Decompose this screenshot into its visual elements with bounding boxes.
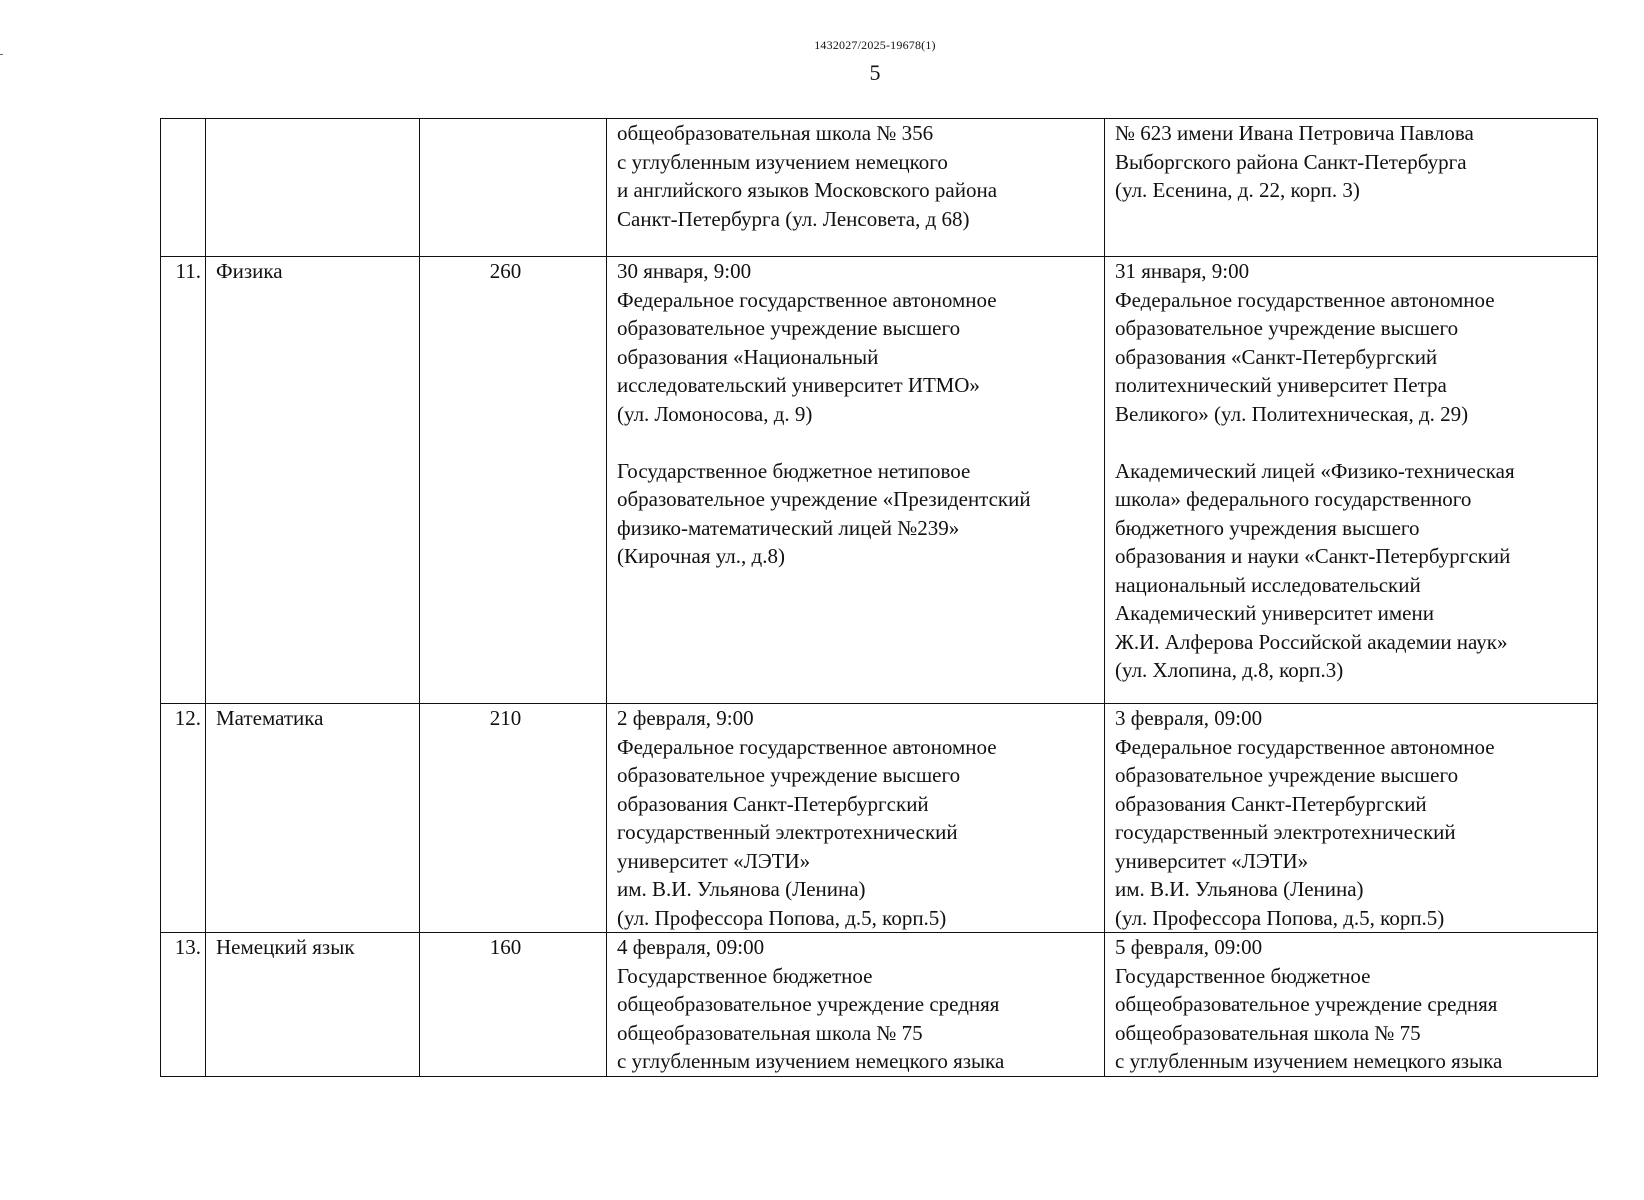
- venue-line: бюджетного учреждения высшего: [1115, 515, 1420, 540]
- participants-cell: 260: [420, 257, 607, 704]
- round-date: 5 февраля, 09:00: [1115, 935, 1263, 959]
- venue-line: исследовательский университет ИТМО»: [617, 373, 980, 397]
- round-date: 3 февраля, 09:00: [1115, 706, 1263, 730]
- venue-line: Государственное бюджетное нетиповое: [617, 458, 971, 483]
- venue-line: физико-математический лицей №239»: [617, 515, 960, 540]
- row-number-cell: 11.: [161, 257, 206, 704]
- venue-line: образования и науки «Санкт-Петербургский: [1115, 544, 1511, 568]
- round2-venue-cell: [1105, 257, 1598, 704]
- venue-line: образования Санкт-Петербургский: [617, 791, 929, 816]
- round-date: 30 января, 9:00: [617, 259, 752, 283]
- table-row-german: [161, 933, 1598, 1077]
- venue-line: им. В.И. Ульянова (Ленина): [1115, 877, 1364, 901]
- round2-venue-cell: [1105, 933, 1598, 1077]
- venue-line: (ул. Хлопина, д.8, корп.3): [1115, 658, 1344, 682]
- venue-line: Федеральное государственное автономное: [1115, 734, 1495, 759]
- venue-line: Великого» (ул. Политехническая, д. 29): [1115, 401, 1469, 426]
- subject-cell: Математика: [206, 704, 420, 933]
- venue-line: политехнический университет Петра: [1115, 373, 1447, 397]
- venue-line: с углубленным изучением немецкого языка: [1115, 1049, 1503, 1073]
- table-row-continuation: [161, 119, 1598, 257]
- venue-line: Санкт-Петербурга (ул. Ленсовета, д 68): [617, 206, 970, 231]
- venue-line: Федеральное государственное автономное: [1115, 287, 1495, 312]
- participants-cell: 210: [420, 704, 607, 933]
- document-registration-number: 1432027/2025-19678(1): [814, 38, 936, 52]
- venue-line: Государственное бюджетное: [1115, 963, 1371, 988]
- subject-cell: Немецкий язык: [206, 933, 420, 1077]
- round1-venue-cell: [607, 933, 1105, 1077]
- participants-cell: [420, 119, 607, 257]
- venue-line: образования «Санкт-Петербургский: [1115, 344, 1438, 369]
- venue-line: университет «ЛЭТИ»: [1115, 848, 1309, 873]
- venue-line: (ул. Ломоносова, д. 9): [617, 401, 813, 426]
- venue-line: (ул. Профессора Попова, д.5, корп.5): [617, 905, 947, 930]
- venue-line: общеобразовательная школа № 356: [617, 121, 934, 145]
- venue-line: образовательное учреждение высшего: [1115, 763, 1459, 787]
- table-row-physics: [161, 257, 1598, 704]
- row-number-cell: 13.: [161, 933, 206, 1077]
- venue-line: Выборгского района Санкт-Петербурга: [1115, 149, 1467, 174]
- venue-line: (Кирочная ул., д.8): [617, 544, 785, 568]
- round-date: 31 января, 9:00: [1115, 259, 1250, 283]
- venue-line: Академический лицей «Физико-техническая: [1115, 458, 1515, 483]
- venue-line: и английского языков Московского района: [617, 178, 998, 202]
- venue-line: национальный исследовательский: [1115, 572, 1421, 597]
- venue-line: образования Санкт-Петербургский: [1115, 791, 1427, 816]
- venue-line: образовательное учреждение высшего: [617, 763, 961, 787]
- subject-cell: [206, 119, 420, 257]
- paragraph-gap: [617, 428, 1094, 457]
- row-number-cell: 12.: [161, 704, 206, 933]
- scan-mark: [0, 54, 3, 55]
- venue-line: университет «ЛЭТИ»: [617, 848, 811, 873]
- round-date: 2 февраля, 9:00: [617, 706, 754, 730]
- round-date: 4 февраля, 09:00: [617, 935, 765, 959]
- subject-cell: Физика: [206, 257, 420, 704]
- participants-cell: 160: [420, 933, 607, 1077]
- venue-line: образовательное учреждение высшего: [617, 316, 961, 340]
- round1-venue-cell: [607, 704, 1105, 933]
- round1-venue-cell: [607, 119, 1105, 257]
- round1-venue-cell: [607, 257, 1105, 704]
- venue-line: им. В.И. Ульянова (Ленина): [617, 877, 866, 901]
- venue-line: Академический университет имени: [1115, 601, 1434, 625]
- venue-line: школа» федерального государственного: [1115, 487, 1472, 511]
- venue-line: образовательное учреждение высшего: [1115, 316, 1459, 340]
- venue-line: общеобразовательная школа № 75: [1115, 1020, 1421, 1045]
- venue-line: Федеральное государственное автономное: [617, 287, 997, 312]
- olympiad-schedule-table: [160, 118, 1598, 1077]
- venue-line: с углубленным изучением немецкого языка: [617, 1049, 1005, 1073]
- round2-venue-cell: [1105, 704, 1598, 933]
- venue-line: Ж.И. Алферова Российской академии наук»: [1115, 629, 1508, 654]
- venue-line: № 623 имени Ивана Петровича Павлова: [1115, 121, 1474, 145]
- page-number: 5: [869, 60, 881, 85]
- venue-line: образовательное учреждение «Президентский: [617, 487, 1031, 511]
- venue-line: с углубленным изучением немецкого: [617, 149, 948, 174]
- paragraph-gap: [1115, 428, 1587, 457]
- venue-line: Федеральное государственное автономное: [617, 734, 997, 759]
- venue-line: (ул. Профессора Попова, д.5, корп.5): [1115, 905, 1445, 930]
- venue-line: общеобразовательное учреждение средняя: [1115, 992, 1498, 1016]
- row-number-cell: [161, 119, 206, 257]
- venue-line: государственный электротехнический: [617, 820, 958, 844]
- round2-venue-cell: [1105, 119, 1598, 257]
- venue-line: Государственное бюджетное: [617, 963, 873, 988]
- venue-line: (ул. Есенина, д. 22, корп. 3): [1115, 178, 1360, 202]
- venue-line: государственный электротехнический: [1115, 820, 1456, 844]
- venue-line: образования «Национальный: [617, 344, 879, 369]
- venue-line: общеобразовательная школа № 75: [617, 1020, 923, 1045]
- venue-line: общеобразовательное учреждение средняя: [617, 992, 1000, 1016]
- table-row-mathematics: [161, 704, 1598, 933]
